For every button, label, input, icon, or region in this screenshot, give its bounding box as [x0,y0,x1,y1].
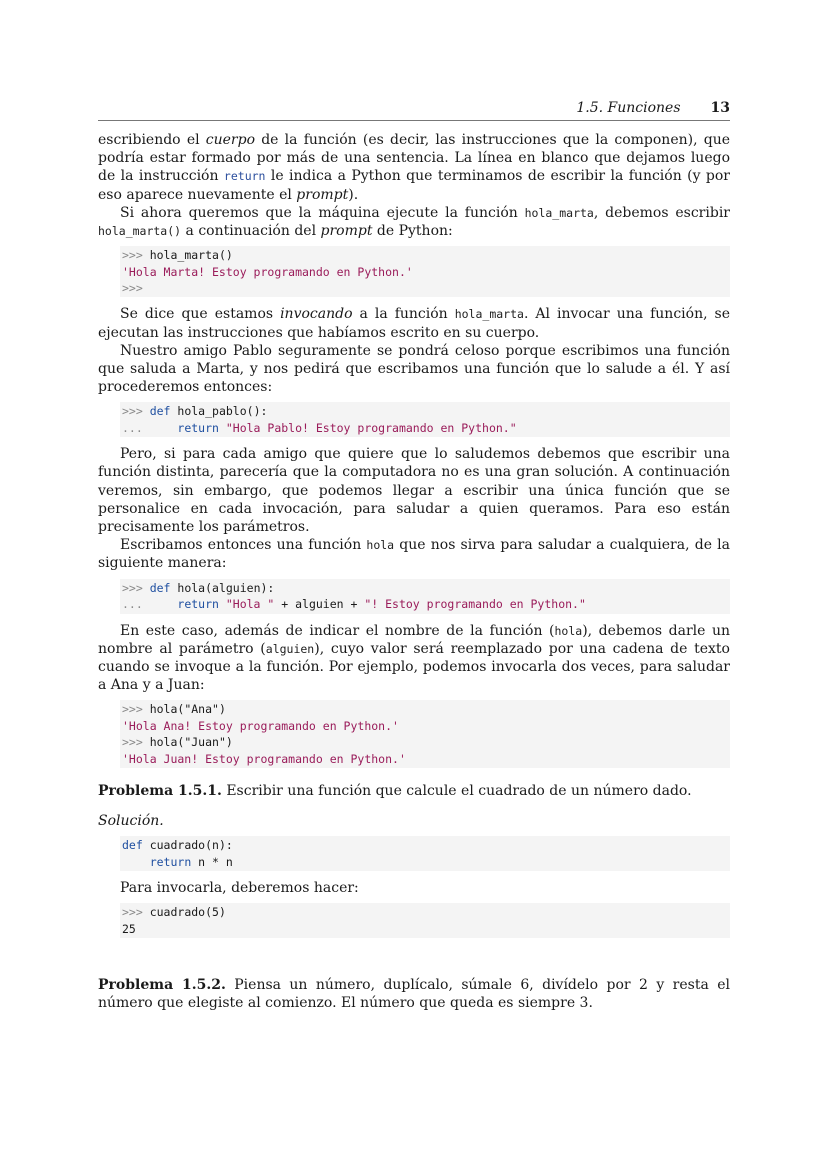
code-block: >>> def hola(alguien): ... return "Hola " + alguien + "! Estoy programando en Python." [120,579,730,614]
code-block: >>> def hola_pablo(): ... return "Hola Pablo! Estoy programando en Python." [120,402,730,437]
code-block: def cuadrado(n): return n * n [120,836,730,871]
section-title: 1.5. Funciones [576,100,681,116]
paragraph: Nuestro amigo Pablo seguramente se pondrá celoso porque escribimos una función que saluda a Marta, y nos pedirá que escribamos una función que lo salude a él. Y así procederemos entonces: [98,342,730,396]
paragraph: Se dice que estamos invocando a la función hola_marta. Al invocar una función, se ejecutan las instrucciones que habíamos escrito en su cuerpo. [98,306,731,341]
paragraph: escribiendo el cuerpo de la función (es decir, las instrucciones que la componen), que podría estar formado por más de una sentencia. La línea en blanco que dejamos luego de la instrucción return le indica a Python que terminamos de escribir la función (y por eso aparece nuevamente el prompt). [98,132,730,203]
page-number: 13 [710,100,730,116]
paragraph: En este caso, además de indicar el nombre de la función (hola), debemos darle un nombre al parámetro (alguien), cuyo valor será reemplazado por una cadena de texto cuando se invoque a la función. Por ejemplo, podemos invocarla dos veces, para saludar a Ana y a Juan: [98,622,730,694]
main-content [98,131,730,1013]
code-block: >>> hola("Ana") 'Hola Ana! Estoy programando en Python.' >>> hola("Juan") 'Hola Juan! Estoy programando en Python.' [120,700,730,768]
problem-label: Problema 1.5.2. [98,977,226,994]
running-header [98,100,730,121]
problem-statement: Problema 1.5.2. Piensa un número, duplícalo, súmale 6, divídelo por 2 y resta el número que elegiste al comienzo. El número que queda es siempre 3. [98,977,730,1012]
paragraph: Escribamos entonces una función hola que nos sirva para saludar a cualquiera, de la siguiente manera: [98,537,730,572]
problem-label: Problema 1.5.1. [98,782,222,799]
paragraph: Pero, si para cada amigo que quiere que lo saludemos debemos que escribir una función distinta, parecería que la computadora no es una gran solución. A continuación veremos, sin embargo, que podemos llegar a escribir una única función que se personalice en cada invocación, para saludar a quien queramos. Para eso están precisamente los parámetros. [98,446,730,536]
paragraph: Si ahora queremos que la máquina ejecute la función hola_marta, debemos escribir hola_marta() a continuación del prompt de Python: [98,204,730,240]
code-block: >>> hola_marta() 'Hola Marta! Estoy programando en Python.' >>> [120,246,730,297]
paragraph: Para invocarla, deberemos hacer: [120,880,359,897]
solution-label: Solución. [98,813,164,830]
code-block: >>> cuadrado(5) 25 [120,903,730,938]
problem-statement: Problema 1.5.1. Escribir una función que calcule el cuadrado de un número dado. [98,782,692,799]
